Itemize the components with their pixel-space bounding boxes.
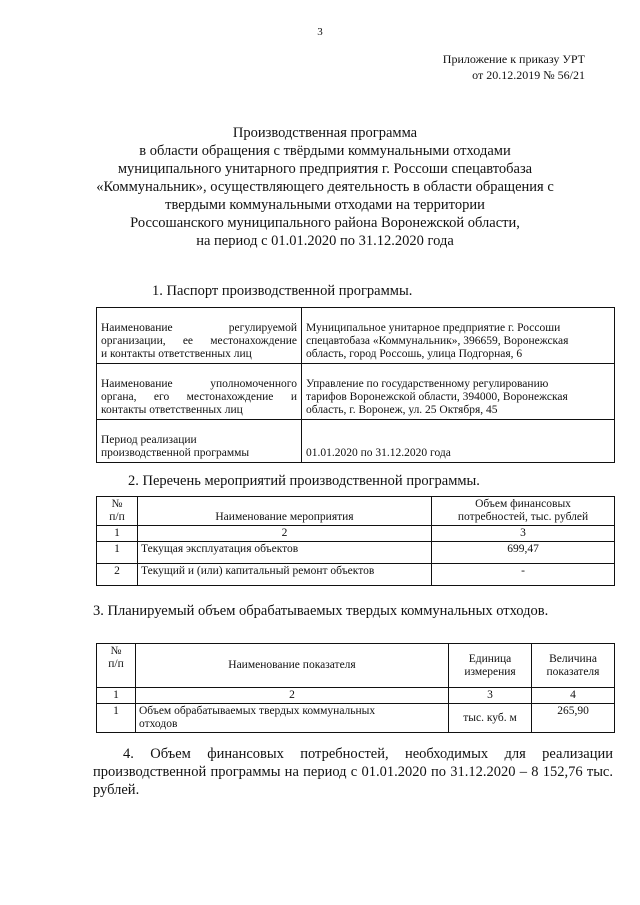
table-row bbox=[97, 542, 615, 564]
table-header-row bbox=[97, 644, 615, 688]
appendix-reference bbox=[443, 51, 585, 83]
cell-line: потребностей, тыс. рублей bbox=[457, 511, 589, 523]
header-name: Наименование показателя bbox=[136, 644, 449, 688]
header-value bbox=[532, 644, 615, 688]
cell-line: тарифов Воронежской области, 394000, Воронежская bbox=[306, 391, 568, 403]
passport-label-cell bbox=[97, 364, 302, 420]
table-index-row bbox=[97, 688, 615, 704]
cell-line: спецавтобаза «Коммунальник», 396659, Воронежская bbox=[306, 335, 569, 347]
title-line: твердыми коммунальными отходами на территории bbox=[165, 197, 485, 213]
cell-line: Период реализации bbox=[101, 434, 197, 446]
header-name: Наименование мероприятия bbox=[138, 497, 432, 526]
cell-line: контакты ответственных лиц bbox=[101, 404, 243, 416]
page-number: 3 bbox=[317, 26, 323, 38]
passport-table bbox=[96, 307, 615, 463]
cell-line: Объем финансовых bbox=[475, 498, 571, 510]
index-cell: 1 bbox=[97, 688, 136, 704]
row-name: Текущая эксплуатация объектов bbox=[138, 542, 432, 564]
index-cell: 3 bbox=[449, 688, 532, 704]
header-unit bbox=[449, 644, 532, 688]
cell-line: п/п bbox=[109, 511, 125, 523]
row-num: 1 bbox=[97, 704, 136, 733]
cell-line: отходов bbox=[139, 718, 178, 730]
cell-line: измерения bbox=[464, 665, 516, 678]
title-line: «Коммунальник», осуществляющего деятельность в области обращения с bbox=[96, 179, 554, 195]
table-row bbox=[97, 420, 615, 463]
passport-label-cell bbox=[97, 420, 302, 463]
index-cell: 3 bbox=[432, 526, 615, 542]
section-4-text: 4. Объем финансовых потребностей, необходимых для реализации производственной программы на период с 01.01.2020 по 31.12.2020 – 8 152,76 тыс. рублей. bbox=[93, 746, 613, 798]
cell-line: организации, ее местонахождение bbox=[101, 335, 297, 347]
cell-line: Управление по государственному регулированию bbox=[306, 378, 549, 390]
row-name: Текущий и (или) капитальный ремонт объектов bbox=[138, 564, 432, 586]
table-row bbox=[97, 564, 615, 586]
table-header-row bbox=[97, 497, 615, 526]
header-cost bbox=[432, 497, 615, 526]
cell-line: № bbox=[111, 498, 123, 510]
header-num bbox=[97, 497, 138, 526]
section-4-paragraph bbox=[93, 745, 613, 799]
table-row bbox=[97, 308, 615, 364]
row-name bbox=[136, 704, 449, 733]
cell-line: показателя bbox=[546, 665, 600, 678]
cell-line: область, город Россошь, улица Подгорная, 6 bbox=[306, 348, 523, 360]
title-line: Производственная программа bbox=[232, 125, 418, 141]
document-title bbox=[80, 124, 570, 250]
table-row bbox=[97, 704, 615, 733]
activities-table bbox=[96, 496, 615, 586]
section-2-heading: 2. Перечень мероприятий производственной программы. bbox=[128, 473, 480, 489]
cell-line: № bbox=[110, 645, 122, 657]
cell-line: Муниципальное унитарное предприятие г. Россоши bbox=[306, 322, 561, 334]
appendix-line-1: Приложение к приказу УРТ bbox=[442, 52, 585, 66]
waste-volume-table bbox=[96, 643, 615, 733]
cell-line: п/п bbox=[108, 658, 124, 670]
index-cell: 4 bbox=[532, 688, 615, 704]
cell-line: производственной программы bbox=[101, 447, 250, 459]
row-value: 265,90 bbox=[532, 704, 615, 733]
title-line: на период с 01.01.2020 по 31.12.2020 года bbox=[196, 233, 454, 249]
cell-line: и контакты ответственных лиц bbox=[101, 348, 252, 360]
section-3-heading: 3. Планируемый объем обрабатываемых твердых коммунальных отходов. bbox=[93, 603, 549, 619]
row-num: 2 bbox=[97, 564, 138, 586]
index-cell: 2 bbox=[138, 526, 432, 542]
index-cell: 2 bbox=[136, 688, 449, 704]
cell-line: Наименование уполномоченного bbox=[101, 378, 297, 390]
cell-line: Объем обрабатываемых твердых коммунальных bbox=[139, 705, 376, 717]
cell-line: Наименование регулируемой bbox=[101, 322, 297, 334]
row-cost: - bbox=[432, 564, 615, 586]
cell-line: 01.01.2020 по 31.12.2020 года bbox=[306, 447, 451, 459]
title-line: в области обращения с твёрдыми коммунальными отходами bbox=[139, 143, 511, 159]
header-num bbox=[97, 644, 136, 688]
table-row bbox=[97, 364, 615, 420]
row-unit: тыс. куб. м bbox=[449, 704, 532, 733]
cell-line: Величина bbox=[549, 652, 597, 665]
index-cell: 1 bbox=[97, 526, 138, 542]
table-index-row bbox=[97, 526, 615, 542]
passport-value-cell bbox=[302, 308, 615, 364]
passport-value-cell bbox=[302, 420, 615, 463]
passport-label-cell bbox=[97, 308, 302, 364]
cell-line: Единица bbox=[468, 652, 512, 665]
section-1-heading: 1. Паспорт производственной программы. bbox=[152, 283, 413, 299]
row-num: 1 bbox=[97, 542, 138, 564]
title-line: Россошанского муниципального района Воронежской области, bbox=[130, 215, 520, 231]
appendix-line-2: от 20.12.2019 № 56/21 bbox=[472, 68, 585, 82]
cell-line: область, г. Воронеж, ул. 25 Октября, 45 bbox=[306, 404, 498, 416]
row-cost: 699,47 bbox=[432, 542, 615, 564]
title-line: муниципального унитарного предприятия г. Россоши спецавтобаза bbox=[117, 161, 533, 177]
cell-line: органа, его местонахождение и bbox=[101, 391, 297, 403]
passport-value-cell bbox=[302, 364, 615, 420]
